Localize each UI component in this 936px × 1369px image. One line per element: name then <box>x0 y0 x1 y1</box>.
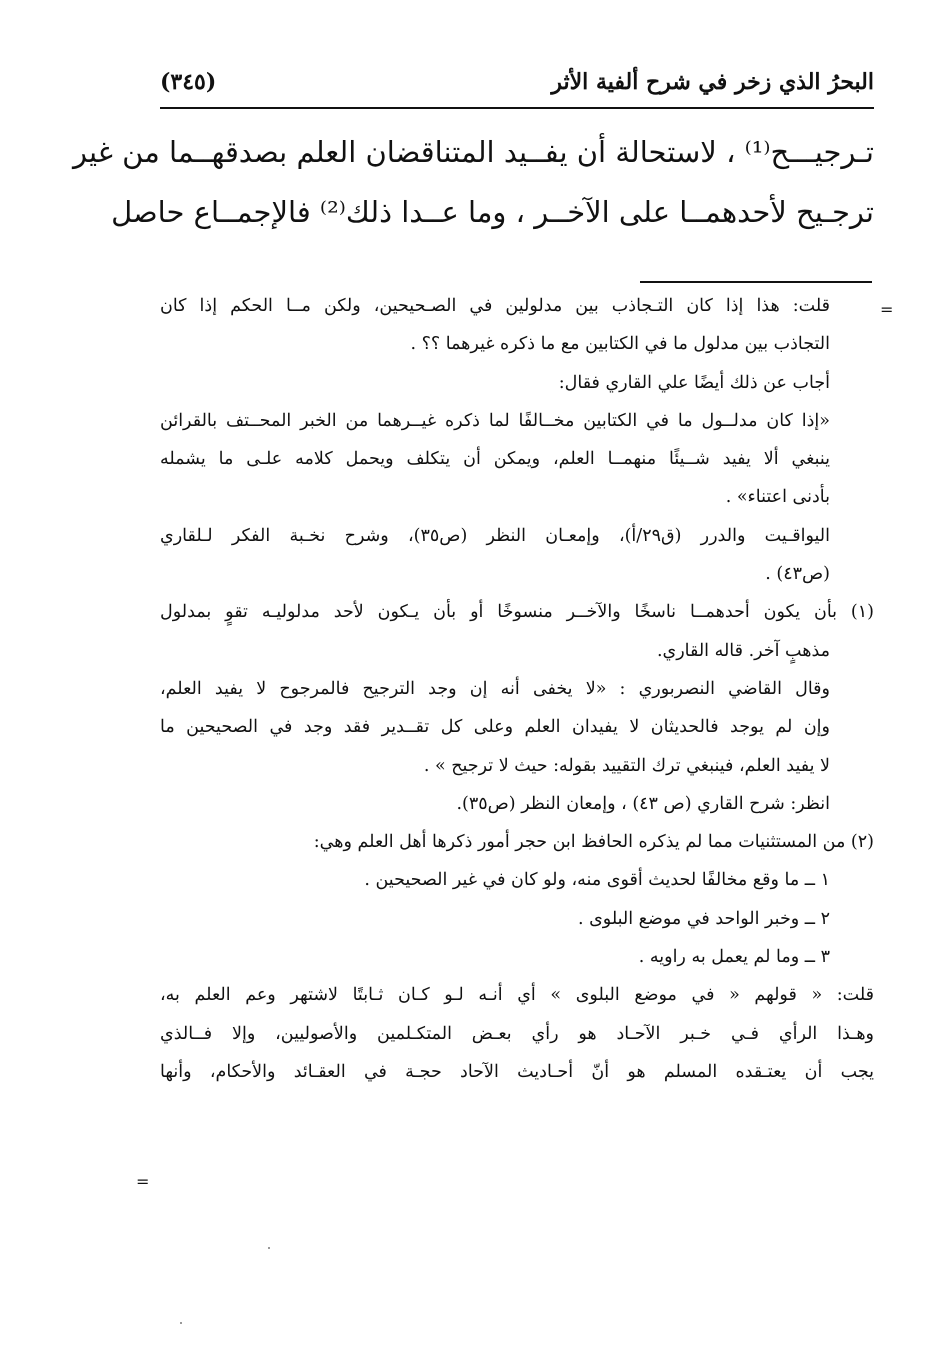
footnote-line: «إذا كان مدلــول ما في الكتابين مخــالفًا لما ذكره غيــرهما من الخبر المحــتف بالقرائن <box>160 410 830 431</box>
running-title: البحرُ الذي زخر في شرح ألفية الأثر <box>551 69 874 95</box>
main-text <box>73 122 874 242</box>
page-header <box>160 62 874 102</box>
footnote-line: وهـذا الرأي فـي خـبر الآحـاد هو رأي بعـض المتكـلمين والأصوليين، وإلا فــالذي <box>160 1023 874 1044</box>
footnote-line: قلت: « قولهم « في موضع البلوى » أي أنـه لـو كـان ثـابتًا لاشتهر وعم العلم به، <box>160 985 874 1006</box>
header-rule <box>160 107 874 109</box>
footnote-line: ١ ــ ما وقع مخالفًا لحديث أقوى منه، ولو كان في غير الصحيحين . <box>364 870 830 891</box>
footnote-line: (١) بأن يكون أحدهمــا ناسخًا والآخــر منسوخًا أو بأن يـكون لأحد مدلوليـه تقوٍ بمدلول <box>160 602 874 623</box>
footnote-line: ينبغي ألا يفيد شــيئًا منهمــا العلم، ويمكن أن يتكلف ويحمل كلامه علـى ما يشمله <box>160 449 830 470</box>
main-text-line: ترجـيح لأحدهمــا على الآخــر ، وما عــدا ذلك⁽²⁾ فالإجمــاع حاصل <box>111 195 874 229</box>
footnote-line: وإن لم يوجد فالحديثان لا يفيدان العلم وعلى كل تقــدير فقد وجد في الصحيحين ما <box>160 717 830 738</box>
scan-speck <box>268 1247 270 1249</box>
footnote-line: (٢) من المستثنيات مما لم يذكره الحافظ ابن حجر أمور ذكرها أهل العلم وهي: <box>313 832 874 853</box>
footnote-line: ٣ ــ وما لم يعمل به راويه . <box>638 947 830 968</box>
footnote-line: وقال القاضي النصربوري : «لا يخفى أنه إن وجد الترجيح فالمرجوح لا يفيد العلم، <box>160 678 830 699</box>
continuation-mark-top: = <box>880 300 894 319</box>
footnote-line: اليواقـيت والدرر (ق٢٩/أ)، وإمعـان النظر (ص٣٥)، وشرح نخـبة الفكر لـلقاري <box>160 525 830 546</box>
continuation-mark-bottom: = <box>136 1172 150 1191</box>
main-text-line: تـرجيـــح⁽¹⁾ ، لاستحالة أن يفــيد المتناقضان العلم بصدقهــما من غير <box>73 135 874 169</box>
footnote-line: بأدنى اعتناء» . <box>725 487 830 508</box>
page-number: (٣٤٥) <box>160 69 217 95</box>
footnote-line: (ص٤٣) . <box>765 564 830 585</box>
scan-speck <box>180 1322 182 1324</box>
footnote-line: التجاذب بين مدلول ما في الكتابين مع ما ذكره غيرهما ؟؟ . <box>410 334 830 355</box>
footnote-line: قلت: هذا إذا كان التـجاذب بين مدلولين في الصـحيحين، ولكن مــا الحكم إذا كان <box>160 296 830 316</box>
footnote-line: يجب أن يعتـقده المسلم هو أنّ أحـاديث الآحاد حجـة في العقـائد والأحكام، وأنها <box>160 1061 874 1082</box>
footnotes <box>160 287 874 1091</box>
footnote-separator <box>640 281 872 283</box>
footnote-line: أجاب عن ذلك أيضًا علي القاري فقال: <box>558 372 830 393</box>
footnote-line: لا يفيد العلم، فينبغي ترك التقييد بقوله: حيث لا ترجيح » . <box>423 755 830 776</box>
footnote-line: مذهبٍ آخر. قاله القاري. <box>656 640 830 661</box>
footnote-line: ٢ ــ وخبر الواحد في موضع البلوى . <box>577 908 830 929</box>
footnote-line: انظر: شرح القاري (ص ٤٣) ، وإمعان النظر (ص٣٥). <box>456 793 830 814</box>
